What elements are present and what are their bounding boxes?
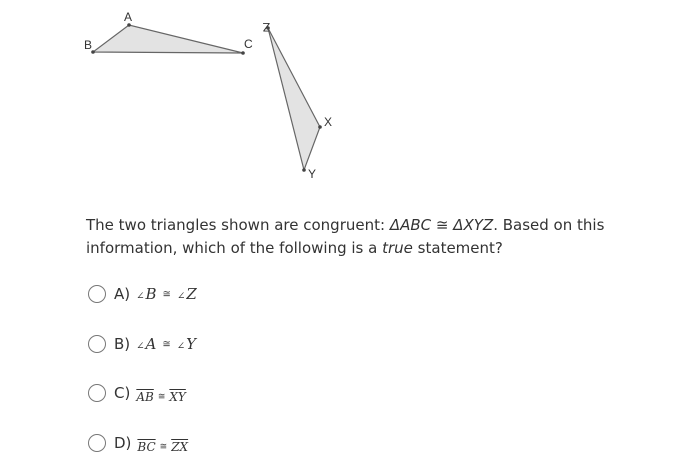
angle-symbol: ∠ — [176, 340, 186, 352]
choice-letter: B) — [114, 335, 131, 353]
congruent-symbol: ≅ — [159, 442, 168, 452]
segment-right: $\overline{ZX}$ — [171, 440, 189, 454]
angle-vertex: Y — [186, 335, 197, 353]
question-text-mid: . Based on this information, which of the following is a — [86, 216, 605, 257]
choice-b[interactable] — [88, 331, 196, 357]
choice-a[interactable] — [88, 281, 197, 307]
triangle-xyz-name: ΔXYZ — [453, 216, 494, 234]
radio-button-b[interactable] — [88, 335, 106, 353]
choice-c-statement — [136, 390, 186, 404]
choice-letter: C) — [114, 384, 131, 402]
triangles-figure — [0, 0, 692, 200]
choice-b-statement — [136, 335, 196, 353]
congruent-symbol: ≅ — [162, 288, 171, 300]
label-z: Z — [262, 20, 270, 34]
choice-c[interactable] — [88, 380, 186, 406]
radio-button-c[interactable] — [88, 384, 106, 402]
label-b: B — [84, 38, 93, 52]
vertex-x — [318, 125, 322, 129]
congruent-symbol: ≅ — [431, 216, 454, 234]
angle-vertex: B — [145, 285, 157, 303]
congruent-symbol: ≅ — [157, 392, 166, 402]
segment-left: $\overline{AB}$ — [136, 390, 154, 404]
question-text-after: statement? — [412, 239, 503, 257]
question-text — [86, 214, 686, 260]
choice-d[interactable] — [88, 430, 188, 456]
label-x: X — [324, 115, 333, 129]
question-text-before: The two triangles shown are congruent: — [86, 216, 390, 234]
label-c: C — [244, 37, 253, 51]
radio-button-d[interactable] — [88, 434, 106, 452]
radio-button-a[interactable] — [88, 285, 106, 303]
angle-symbol: ∠ — [176, 290, 186, 302]
emphasis-true: true — [382, 239, 413, 257]
vertex-y — [302, 168, 306, 172]
label-y: Y — [308, 167, 317, 181]
congruent-symbol: ≅ — [162, 338, 171, 350]
choice-d-statement — [137, 440, 188, 454]
triangle-abc — [93, 25, 243, 53]
choice-letter: D) — [114, 434, 132, 452]
segment-left: $\overline{BC}$ — [137, 440, 156, 454]
angle-vertex: A — [145, 335, 157, 353]
choice-a-statement — [136, 285, 197, 303]
angle-vertex: Z — [186, 285, 197, 303]
label-a: A — [124, 10, 133, 24]
vertex-c — [241, 51, 245, 55]
angle-symbol: ∠ — [136, 340, 145, 352]
choice-letter: A) — [114, 285, 131, 303]
triangle-abc-name: ΔABC — [389, 216, 432, 234]
triangle-xyz — [268, 28, 320, 170]
segment-right: $\overline{XY}$ — [169, 390, 186, 404]
angle-symbol: ∠ — [136, 290, 145, 302]
